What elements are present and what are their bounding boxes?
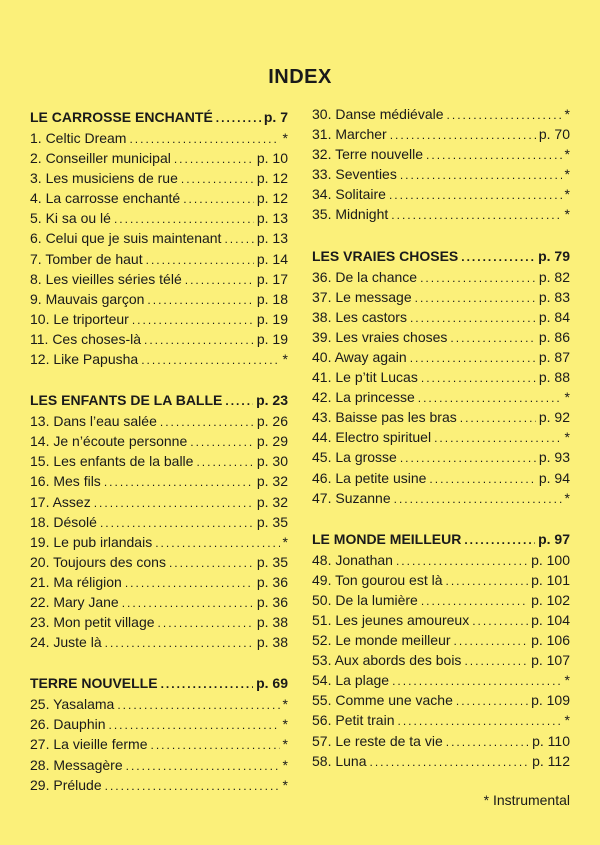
- song-title: 27. La vieille ferme: [30, 736, 148, 753]
- song-page: p. 102: [531, 591, 570, 608]
- leader-dots: [169, 553, 254, 573]
- song-entry: [312, 468, 570, 488]
- song-entry: [312, 610, 570, 630]
- album-title: LES VRAIES CHOSES: [312, 247, 459, 264]
- album-heading: [30, 672, 288, 694]
- leader-dots: [94, 493, 254, 513]
- song-entry: [30, 714, 288, 734]
- song-title: 51. Les jeunes amoureux: [312, 611, 470, 628]
- song-entry: [312, 184, 570, 204]
- leader-dots: [434, 428, 561, 448]
- song-title: 46. La petite usine: [312, 469, 427, 486]
- album-title: LE MONDE MEILLEUR: [312, 530, 462, 547]
- leader-dots: [141, 350, 279, 370]
- song-title: 4. La carrosse enchanté: [30, 190, 181, 207]
- song-entry: [30, 411, 288, 431]
- song-entry: [30, 755, 288, 775]
- song-entry: [30, 694, 288, 714]
- song-title: 44. Electro spirituel: [312, 429, 432, 446]
- song-entry: [312, 731, 570, 751]
- song-title: 7. Tomber de haut: [30, 250, 143, 267]
- album-title: TERRE NOUVELLE: [30, 675, 158, 692]
- song-page: p. 87: [538, 348, 570, 365]
- song-title: 31. Marcher: [312, 126, 387, 143]
- left-column: [30, 106, 288, 815]
- leader-dots: [105, 633, 254, 653]
- album-title: LES ENFANTS DE LA BALLE: [30, 392, 223, 409]
- song-title: 48. Jonathan: [312, 551, 393, 568]
- song-page: p. 93: [538, 449, 570, 466]
- song-entry: [30, 148, 288, 168]
- song-page: p. 38: [256, 634, 288, 651]
- leader-dots: [391, 205, 561, 225]
- song-title: 57. Le reste de ta vie: [312, 732, 443, 749]
- song-title: 19. Le pub irlandais: [30, 533, 153, 550]
- song-entry: [312, 650, 570, 670]
- song-title: 12. Like Papusha: [30, 351, 139, 368]
- song-entry: [312, 287, 570, 307]
- song-title: 58. Luna: [312, 752, 367, 769]
- song-page: *: [282, 696, 288, 713]
- song-page: p. 88: [538, 369, 570, 386]
- leader-dots: [429, 469, 535, 489]
- album-title: LE CARROSSE ENCHANTÉ: [30, 109, 213, 125]
- album-page: p. 69: [256, 675, 288, 692]
- page-title: INDEX: [268, 66, 332, 88]
- album-section: [30, 672, 288, 794]
- song-title: 5. Ki sa ou lé: [30, 210, 111, 227]
- song-entry: [30, 572, 288, 592]
- song-page: p. 10: [256, 150, 288, 167]
- album-heading: [30, 389, 288, 411]
- song-entry: [30, 532, 288, 552]
- song-page: p. 106: [531, 632, 570, 649]
- song-entry: [312, 104, 570, 124]
- song-page: p. 14: [256, 250, 288, 267]
- song-page: p. 26: [256, 413, 288, 430]
- song-entry: [30, 208, 288, 228]
- song-title: 32. Terre nouvelle: [312, 146, 424, 163]
- leader-dots: [147, 290, 253, 310]
- leader-dots: [129, 129, 279, 149]
- leader-dots: [104, 472, 254, 492]
- song-page: p. 82: [538, 268, 570, 285]
- song-page: *: [564, 186, 570, 203]
- song-page: p. 35: [256, 513, 288, 530]
- song-entry: [30, 128, 288, 148]
- leader-dots: [132, 310, 254, 330]
- song-entry: [30, 228, 288, 248]
- song-entry: [312, 407, 570, 427]
- leader-dots: [117, 695, 279, 715]
- song-page: *: [564, 166, 570, 183]
- song-entry: [30, 734, 288, 754]
- leader-dots: [421, 368, 536, 388]
- song-entry: [30, 349, 288, 369]
- leader-dots: [400, 448, 536, 468]
- song-title: 10. Le triporteur: [30, 310, 129, 327]
- song-title: 3. Les musiciens de rue: [30, 170, 178, 187]
- song-entry: [30, 632, 288, 652]
- song-page: p. 101: [531, 571, 570, 588]
- leader-dots: [370, 752, 530, 772]
- song-entry: [30, 492, 288, 512]
- leader-dots: [158, 613, 254, 633]
- album-heading: [312, 528, 570, 550]
- album-section: [30, 106, 288, 369]
- song-entry: [312, 144, 570, 164]
- song-entry: [312, 570, 570, 590]
- song-page: *: [564, 712, 570, 729]
- song-entry: [312, 670, 570, 690]
- song-page: p. 19: [256, 330, 288, 347]
- leader-dots: [161, 673, 254, 695]
- song-entry: [30, 552, 288, 572]
- leader-dots: [461, 246, 535, 268]
- album-section: [312, 104, 570, 225]
- song-page: *: [564, 672, 570, 689]
- song-page: p. 109: [531, 692, 570, 709]
- song-entry: [30, 775, 288, 795]
- song-entry: [312, 447, 570, 467]
- leader-dots: [389, 185, 562, 205]
- song-entry: [312, 307, 570, 327]
- song-page: p. 84: [538, 308, 570, 325]
- leader-dots: [446, 732, 529, 752]
- song-title: 52. Le monde meilleur: [312, 632, 451, 649]
- song-title: 36. De la chance: [312, 268, 418, 285]
- song-page: p. 29: [256, 433, 288, 450]
- leader-dots: [460, 408, 536, 428]
- song-page: p. 70: [538, 126, 570, 143]
- leader-dots: [151, 735, 280, 755]
- leader-dots: [185, 270, 254, 290]
- song-title: 40. Away again: [312, 348, 407, 365]
- song-page: p. 12: [256, 170, 288, 187]
- leader-dots: [454, 631, 529, 651]
- leader-dots: [410, 308, 536, 328]
- song-title: 1. Celtic Dream: [30, 130, 127, 146]
- song-entry: [312, 630, 570, 650]
- leader-dots: [125, 573, 254, 593]
- album-heading: [30, 106, 288, 128]
- leader-dots: [122, 593, 254, 613]
- leader-dots: [109, 715, 280, 735]
- leader-dots: [196, 452, 253, 472]
- song-title: 54. La plage: [312, 672, 390, 689]
- leader-dots: [398, 711, 562, 731]
- song-title: 15. Les enfants de la balle: [30, 453, 194, 470]
- song-page: *: [564, 489, 570, 506]
- song-title: 47. Suzanne: [312, 489, 391, 506]
- song-page: p. 32: [256, 493, 288, 510]
- leader-dots: [183, 189, 254, 209]
- song-page: p. 13: [256, 210, 288, 227]
- song-entry: [312, 590, 570, 610]
- song-entry: [30, 612, 288, 632]
- song-entry: [312, 550, 570, 570]
- album-section: [312, 528, 570, 771]
- song-title: 37. Le message: [312, 288, 412, 305]
- song-title: 25. Yasalama: [30, 696, 115, 713]
- album-section: [312, 245, 570, 508]
- leader-dots: [426, 145, 562, 165]
- song-entry: [312, 164, 570, 184]
- song-title: 28. Messagère: [30, 756, 123, 773]
- song-title: 53. Aux abords des bois: [312, 652, 462, 669]
- album-heading: [312, 245, 570, 267]
- song-entry: [30, 289, 288, 309]
- song-title: 29. Prélude: [30, 776, 102, 793]
- leader-dots: [105, 776, 280, 796]
- song-page: p. 12: [256, 190, 288, 207]
- song-title: 50. De la lumière: [312, 591, 418, 608]
- song-page: p. 38: [256, 614, 288, 631]
- song-entry: [312, 488, 570, 508]
- song-page: p. 18: [256, 290, 288, 307]
- song-title: 45. La grosse: [312, 449, 397, 466]
- song-title: 22. Mary Jane: [30, 593, 119, 610]
- leader-dots: [396, 551, 528, 571]
- song-entry: [312, 427, 570, 447]
- song-title: 14. Je n’écoute personne: [30, 433, 188, 450]
- song-entry: [312, 124, 570, 144]
- song-title: 8. Les vieilles séries télé: [30, 270, 182, 287]
- song-page: p. 36: [256, 593, 288, 610]
- song-title: 6. Celui que je suis maintenant: [30, 230, 222, 247]
- song-page: *: [282, 716, 288, 733]
- song-page: p. 13: [256, 230, 288, 247]
- leader-dots: [394, 489, 562, 509]
- song-title: 16. Mes fils: [30, 473, 101, 490]
- song-entry: [312, 267, 570, 287]
- song-entry: [30, 592, 288, 612]
- song-entry: [30, 309, 288, 329]
- song-entry: [30, 188, 288, 208]
- leader-dots: [100, 513, 254, 533]
- song-title: 38. Les castors: [312, 308, 407, 325]
- song-page: p. 100: [531, 551, 570, 568]
- album-page: p. 7: [263, 109, 288, 125]
- song-page: *: [564, 206, 570, 223]
- song-entry: [312, 204, 570, 224]
- leader-dots: [392, 671, 561, 691]
- album-section: [30, 389, 288, 652]
- song-page: p. 110: [532, 732, 570, 749]
- album-page: p. 79: [538, 247, 570, 264]
- leader-dots: [390, 125, 536, 145]
- song-entry: [312, 347, 570, 367]
- song-page: p. 30: [256, 453, 288, 470]
- leader-dots: [464, 529, 535, 551]
- leader-dots: [224, 229, 253, 249]
- song-entry: [30, 329, 288, 349]
- song-entry: [30, 451, 288, 471]
- song-entry: [30, 512, 288, 532]
- leader-dots: [126, 756, 280, 776]
- song-page: p. 107: [531, 652, 570, 669]
- song-entry: [312, 751, 570, 771]
- song-title: 49. Ton gourou est là: [312, 571, 443, 588]
- song-page: p. 92: [538, 409, 570, 426]
- album-page: p. 23: [256, 392, 288, 409]
- leader-dots: [155, 533, 279, 553]
- song-title: 24. Juste là: [30, 634, 102, 651]
- leader-dots: [400, 165, 562, 185]
- song-entry: [312, 690, 570, 710]
- song-entry: [312, 387, 570, 407]
- leader-dots: [415, 288, 536, 308]
- leader-dots: [114, 209, 254, 229]
- leader-dots: [160, 412, 254, 432]
- leader-dots: [421, 591, 528, 611]
- leader-dots: [450, 328, 535, 348]
- song-page: *: [282, 130, 288, 146]
- song-entry: [30, 168, 288, 188]
- song-title: 11. Ces choses-là: [30, 330, 142, 347]
- song-page: *: [282, 736, 288, 753]
- song-entry: [30, 249, 288, 269]
- song-entry: [30, 471, 288, 491]
- song-page: p. 94: [538, 469, 570, 486]
- leader-dots: [225, 390, 253, 412]
- leader-dots: [472, 611, 528, 631]
- song-title: 23. Mon petit village: [30, 614, 155, 631]
- song-page: *: [564, 389, 570, 406]
- song-title: 34. Solitaire: [312, 186, 386, 203]
- song-title: 55. Comme une vache: [312, 692, 453, 709]
- song-title: 13. Dans l’eau salée: [30, 413, 157, 430]
- song-page: p. 17: [256, 270, 288, 287]
- song-page: p. 35: [256, 553, 288, 570]
- song-page: *: [564, 146, 570, 163]
- song-page: p. 32: [256, 473, 288, 490]
- song-page: p. 104: [531, 611, 570, 628]
- song-page: *: [282, 776, 288, 793]
- song-entry: [312, 327, 570, 347]
- song-page: *: [282, 756, 288, 773]
- leader-dots: [410, 348, 536, 368]
- song-title: 21. Ma réligion: [30, 573, 122, 590]
- song-title: 20. Toujours des cons: [30, 553, 166, 570]
- song-title: 42. La princesse: [312, 389, 415, 406]
- song-page: *: [564, 106, 570, 122]
- song-title: 26. Dauphin: [30, 716, 106, 733]
- song-page: p. 19: [256, 310, 288, 327]
- leader-dots: [190, 432, 254, 452]
- song-title: 43. Baisse pas les bras: [312, 409, 457, 426]
- leader-dots: [216, 107, 261, 129]
- song-page: p. 36: [256, 573, 288, 590]
- song-title: 39. Les vraies choses: [312, 328, 448, 345]
- song-title: 30. Danse médiévale: [312, 106, 444, 122]
- song-title: 56. Petit train: [312, 712, 395, 729]
- leader-dots: [464, 651, 528, 671]
- leader-dots: [418, 388, 562, 408]
- song-page: *: [564, 429, 570, 446]
- song-entry: [30, 269, 288, 289]
- leader-dots: [181, 169, 254, 189]
- song-entry: [312, 710, 570, 730]
- song-entry: [312, 367, 570, 387]
- leader-dots: [174, 149, 254, 169]
- song-title: 9. Mauvais garçon: [30, 290, 145, 307]
- song-title: 35. Midnight: [312, 206, 389, 223]
- leader-dots: [447, 105, 562, 125]
- song-entry: [30, 431, 288, 451]
- album-page: p. 97: [538, 530, 570, 547]
- leader-dots: [420, 268, 536, 288]
- song-page: p. 112: [532, 752, 570, 769]
- song-title: 18. Désolé: [30, 513, 97, 530]
- leader-dots: [144, 330, 254, 350]
- leader-dots: [456, 691, 528, 711]
- footnote: * Instrumental: [483, 792, 570, 808]
- song-title: 41. Le p’tit Lucas: [312, 369, 418, 386]
- leader-dots: [446, 571, 529, 591]
- leader-dots: [146, 250, 254, 270]
- song-page: p. 86: [538, 328, 570, 345]
- song-page: *: [282, 351, 288, 368]
- right-column: [312, 104, 570, 791]
- song-title: 2. Conseiller municipal: [30, 150, 171, 167]
- song-page: p. 83: [538, 288, 570, 305]
- song-title: 17. Assez: [30, 493, 91, 510]
- song-title: 33. Seventies: [312, 166, 397, 183]
- song-page: *: [282, 533, 288, 550]
